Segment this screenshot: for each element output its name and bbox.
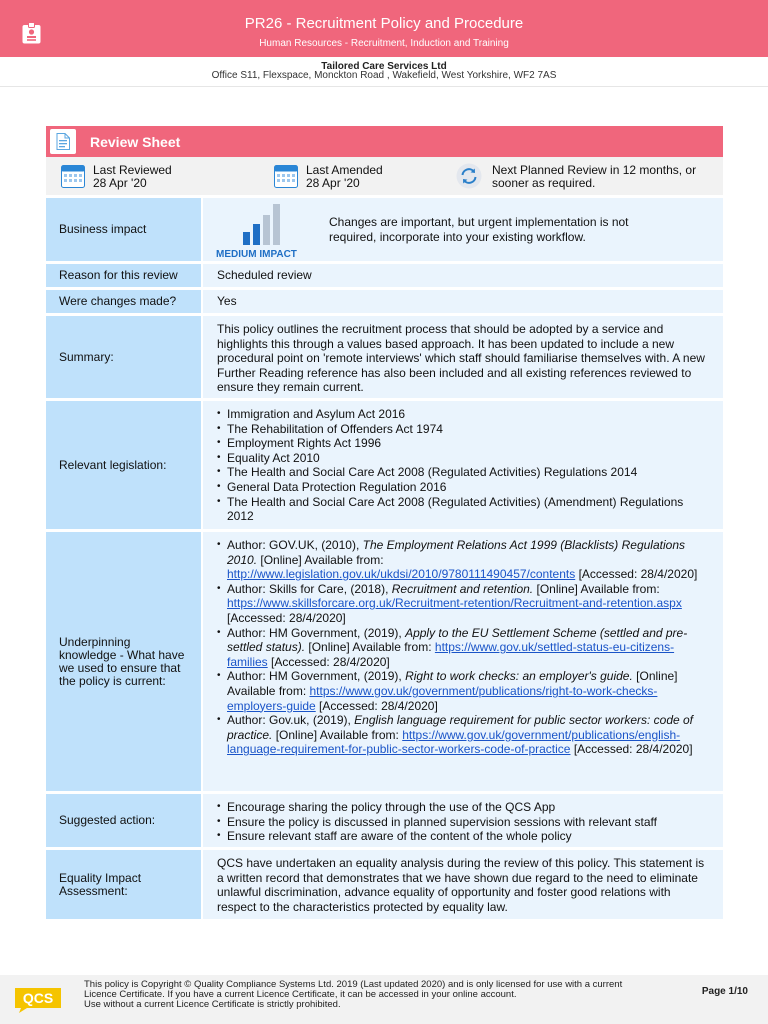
reference-title: Apply to the EU Settlement Scheme (settled and pre-settled status). [227,625,688,655]
reference-link[interactable]: http://www.legislation.gov.uk/ukdsi/2010/9780111490457/contents [227,567,576,582]
page-header [0,0,768,57]
row-equality-impact [46,847,723,919]
company-bar [0,57,768,87]
list-item: • Immigration and Asylum Act 2016 [217,407,711,422]
row-changes-made [46,287,723,313]
impact-level: MEDIUM IMPACT [216,249,297,260]
list-item: • Ensure the policy is discussed in planned supervision sessions with relevant staff [217,815,711,830]
company-address: Office S11, Flexspace, Monckton Road , Wakefield, West Yorkshire, WF2 7AS [211,70,557,81]
last-amended-label: Last Amended [306,163,383,177]
last-amended-date: 28 Apr '20 [306,176,360,190]
document-title: PR26 - Recruitment Policy and Procedure [244,15,524,32]
row-value: This policy outlines the recruitment process that should be adopted by a service and highlights this through a values based approach. It has been updated to include a new procedural point on 'remote interviews' which staff should familiarise themselves with. A new Further Reading reference has also been included and all existing references reviewed to ensure they remain current. [203,316,723,398]
review-sheet [46,126,723,919]
row-value [203,401,723,529]
next-review-line1: Next Planned Review in 12 months, or [492,163,697,177]
row-label: Relevant legislation: [46,401,201,529]
document-category: Human Resources - Recruitment, Induction and Training [259,38,509,49]
review-sheet-title: Review Sheet [90,134,181,150]
last-reviewed [46,157,266,195]
row-label: Equality Impact Assessment: [46,850,201,919]
last-reviewed-label: Last Reviewed [93,163,172,177]
list-item: • The Health and Social Care Act 2008 (Regulated Activities) (Amendment) Regulations 2012 [217,495,711,524]
page-number: Page 1/10 [701,986,748,997]
next-planned-review [456,157,723,195]
reference-item: • Author: HM Government, (2019), Right to work checks: an employer's guide. [Online] Available from: https://www.gov.uk/government/publications/right-to-work-checks-employers-guide [Accessed: 28/4/2020] [217,669,711,713]
reference-link[interactable]: https://www.skillsforcare.org.uk/Recruitment-retention/Recruitment-and-retention.aspx [227,596,682,611]
reference-item: • Author: HM Government, (2019), Apply to the EU Settlement Scheme (settled and pre-settled status). [Online] Available from: https://www.gov.uk/settled-status-eu-citizens-families [Accessed: 28/4/2020] [217,626,711,670]
last-reviewed-date: 28 Apr '20 [93,176,147,190]
refresh-icon [456,163,482,189]
last-amended [274,157,454,195]
list-item: • The Health and Social Care Act 2008 (Regulated Activities) Regulations 2014 [217,465,711,480]
references-list [217,538,711,757]
impact-bars-icon [243,204,283,245]
reference-link[interactable]: https://www.gov.uk/government/publications/english-language-requirement-for-public-sector-workers-code-of-practice [227,727,681,757]
list-item: • Employment Rights Act 1996 [217,436,711,451]
reference-link[interactable]: https://www.gov.uk/government/publications/right-to-work-checks-employers-guide [227,683,658,713]
row-value [203,532,723,791]
review-dates [46,157,723,195]
list-item: • Encourage sharing the policy through the use of the QCS App [217,800,711,815]
reference-item: • Author: Gov.uk, (2019), English language requirement for public sector workers: code of practice. [Online] Available from: https://www.gov.uk/government/publications/english-language-requirement-for-public-sector-workers-code-of-practice [Accessed: 28/4/2020] [217,713,711,757]
reference-link[interactable]: https://www.gov.uk/settled-status-eu-citizens-families [227,640,675,669]
row-value: QCS have undertaken an equality analysis during the review of this policy. This statement is a written record that demonstrates that we have shown due regard to the need to eliminate unlawful discrimination, advance equality of opportunity and foster good relations with respect to the characteristics protected by equality law. [203,850,723,919]
list-item: • Equality Act 2010 [217,451,711,466]
row-label: Reason for this review [46,264,201,287]
next-review-line2: sooner as required. [492,176,596,190]
document-icon [50,129,76,154]
reference-item: • Author: Skills for Care, (2018), Recruitment and retention. [Online] Available from: https://www.skillsforcare.org.uk/Recruitment-retention/Recruitment-and-retention.aspx [Accessed: 28/4/2020] [217,582,711,626]
row-underpinning-knowledge [46,529,723,791]
row-reason [46,261,723,287]
row-value: Scheduled review [203,264,723,287]
row-label: Suggested action: [46,794,201,847]
reference-title: Recruitment and retention. [391,581,534,596]
company-name: Tailored Care Services Ltd [321,61,447,72]
row-value: Yes [203,290,723,313]
qcs-logo [13,986,63,1014]
row-label: Summary: [46,316,201,398]
copyright-notice: This policy is Copyright © Quality Compliance Systems Ltd. 2019 (Last updated 2020) and is only licensed for use with a current Licence Certificate. If you have a current Licence Certificate, it can be accessed in your online account. Use without a current Licence Certificate is strictly prohibited. [84,979,623,1010]
row-label: Business impact [46,198,201,261]
list-item: • General Data Protection Regulation 2016 [217,480,711,495]
page-footer [0,975,768,1024]
row-value [203,198,723,261]
row-business-impact [46,195,723,261]
reference-title: The Employment Relations Act 1999 (Blacklists) Regulations 2010. [227,538,685,567]
list-item: • The Rehabilitation of Offenders Act 1974 [217,422,711,437]
calendar-icon [61,164,85,188]
reference-title: English language requirement for public sector workers: code of practice. [227,713,694,742]
legislation-list [217,407,711,524]
suggested-actions-list [217,800,711,844]
row-value [203,794,723,847]
reference-title: Right to work checks: an employer's guide. [405,669,633,684]
row-label: Were changes made? [46,290,201,313]
row-label: Underpinning knowledge - What have we used to ensure that the policy is current: [46,532,201,791]
row-summary [46,313,723,398]
review-sheet-header [46,126,723,157]
svg-text:QCS: QCS [22,990,54,1006]
calendar-icon [274,164,298,188]
row-legislation [46,398,723,529]
row-suggested-action [46,791,723,847]
impact-description: Changes are important, but urgent implementation is not required, incorporate into your existing workflow. [329,215,629,244]
reference-item: • Author: GOV.UK, (2010), The Employment Relations Act 1999 (Blacklists) Regulations 2010. [Online] Available from: http://www.legislation.gov.uk/ukdsi/2010/9780111490457/contents [Accessed: 28/4/2020] [217,538,711,582]
list-item: • Ensure relevant staff are aware of the content of the whole policy [217,829,711,844]
